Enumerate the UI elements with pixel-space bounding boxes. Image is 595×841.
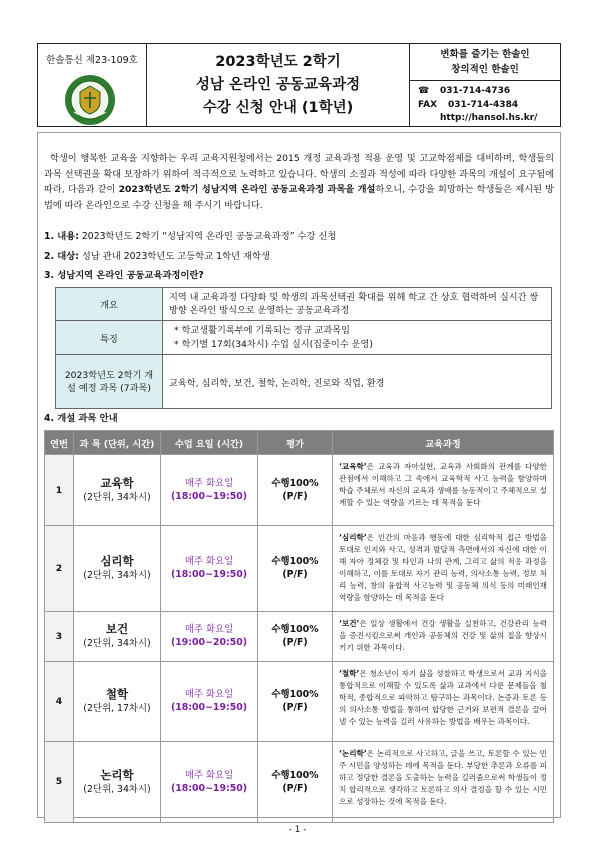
course-description-text: 은 논리적으로 사고하고, 글을 쓰고, 토론할 수 있는 민주 시민을 양성하는 데에 목적을 둔다. 부당한 추론과 오류를 피하고 정당한 결론을 도출하는 능력을 길러줌으로써 학생들이 정치 합리적으로 생각하고 토론하고 의사 결정을 할 수 있는 시민으로 성장하는 것에 목적을 둔다. xyxy=(339,748,547,806)
header-title xyxy=(147,44,410,126)
contact-info xyxy=(410,81,560,126)
overview-table xyxy=(55,287,552,409)
header-left xyxy=(38,44,147,126)
evaluation-grade: (P/F) xyxy=(282,782,308,794)
overview-row xyxy=(56,288,552,321)
section-2-label: 2. 대상: xyxy=(44,251,79,262)
course-description-text: 은 교육과 자아실현, 교육과 사회화의 관계를 다양한 관점에서 이해하고 그 속에서 교육학적 사고 능력을 함양하며 학습 주체로서 자신의 교육과 생애를 능동적이고 주체적으로 설계할 수 있는 역량을 기르는 데 목적을 둔다 xyxy=(339,462,547,508)
column-header: 수업 요일 (시간) xyxy=(161,431,258,455)
course-row xyxy=(45,455,554,526)
section-1-label: 1. 내용: xyxy=(44,231,79,242)
header-right xyxy=(410,44,560,126)
overview-content: 지역 내 교육과정 다양화 및 학생의 과목선택권 확대를 위해 학교 간 상호 협력하여 실시간 쌍방향 온라인 방식으로 운영하는 공동교육과정 xyxy=(163,288,552,321)
course-credit: (2단위, 17차시) xyxy=(83,703,151,715)
course-name: 심리학 xyxy=(100,554,134,569)
school-emblem-icon xyxy=(64,74,116,126)
course-table-header xyxy=(45,431,554,455)
course-row xyxy=(45,741,554,822)
course-subject xyxy=(74,741,161,822)
course-number: 3 xyxy=(45,611,74,661)
course-table xyxy=(44,430,554,823)
evaluation-method: 수행100% xyxy=(271,478,319,489)
course-evaluation xyxy=(258,661,333,741)
school-url[interactable]: http://hansol.hs.kr/ xyxy=(440,113,538,123)
evaluation-grade: (P/F) xyxy=(282,637,308,649)
course-quote: ‘심리학’ xyxy=(339,533,367,542)
evaluation-grade: (P/F) xyxy=(282,702,308,714)
course-schedule xyxy=(161,661,258,741)
course-number: 1 xyxy=(45,455,74,526)
course-description xyxy=(333,741,554,822)
course-name: 논리학 xyxy=(100,767,134,782)
column-header: 교육과정 xyxy=(333,431,554,455)
newsletter-header xyxy=(37,43,561,127)
course-number: 5 xyxy=(45,741,74,822)
course-credit: (2단위, 34차시) xyxy=(83,492,151,503)
course-time: (18:00~19:50) xyxy=(170,491,248,502)
issue-number: 한솔통신 제23-109호 xyxy=(46,55,138,66)
course-schedule xyxy=(161,526,258,612)
feature-item: * 학교생활기록부에 기록되는 정규 교과목임 xyxy=(174,324,351,336)
section-1-text: 2023학년도 2학기 “성남지역 온라인 공동교육과정” 수강 신청 xyxy=(81,231,337,242)
feature-item: * 학기별 17회(34차시) 수업 실시(집중이수 운영) xyxy=(174,338,373,350)
section-2-text: 성남 관내 2023학년도 고등학교 1학년 재학생 xyxy=(81,251,270,262)
slogan-line-1: 변화를 즐기는 한솔인 xyxy=(440,49,530,60)
overview-content xyxy=(163,321,552,355)
section-3-title: 3. 성남지역 온라인 공동교육과정이란? xyxy=(44,270,204,281)
course-time: (18:00~19:50) xyxy=(170,782,248,794)
course-number: 4 xyxy=(45,661,74,741)
page-number: - 1 - xyxy=(288,825,307,835)
evaluation-method: 수행100% xyxy=(271,556,319,568)
intro-paragraph xyxy=(44,151,554,213)
course-time: (18:00~19:50) xyxy=(170,569,248,581)
evaluation-grade: (P/F) xyxy=(282,491,308,502)
course-quote: ‘교육학’ xyxy=(339,462,367,471)
course-quote: ‘논리학’ xyxy=(339,748,367,758)
intro-text-2: 하오니, 수강을 희망하는 학생들은 제시된 방법에 따라 온라인으로 수강 신청을 해 주시기 바랍니다. xyxy=(44,184,555,211)
course-credit: (2단위, 34차시) xyxy=(83,638,151,650)
course-day: 매주 화요일 xyxy=(184,556,234,568)
course-evaluation xyxy=(258,526,333,612)
course-description xyxy=(333,661,554,741)
course-subject xyxy=(74,455,161,526)
overview-label: 2023학년도 2학기 개설 예정 과목 (7과목) xyxy=(56,355,163,409)
course-schedule xyxy=(161,455,258,526)
course-time: (18:00~19:50) xyxy=(170,702,248,714)
course-description xyxy=(333,526,554,612)
course-day: 매주 화요일 xyxy=(184,478,234,489)
course-row xyxy=(45,611,554,661)
course-credit: (2단위, 34차시) xyxy=(83,783,151,795)
course-row xyxy=(45,661,554,741)
course-name: 철학 xyxy=(105,687,129,702)
column-header: 연번 xyxy=(45,431,74,455)
fax-label: FAX xyxy=(418,99,438,110)
course-day: 매주 화요일 xyxy=(184,689,234,701)
slogan-line-2: 창의적인 한솔인 xyxy=(451,64,519,75)
course-description xyxy=(333,611,554,661)
column-header: 평가 xyxy=(258,431,333,455)
title-line-2: 성남 온라인 공동교육과정 xyxy=(195,76,361,93)
overview-row xyxy=(56,321,552,355)
evaluation-grade: (P/F) xyxy=(282,569,308,581)
course-name: 보건 xyxy=(105,622,129,637)
title-line-1: 2023학년도 2학기 xyxy=(215,53,341,70)
course-subject xyxy=(74,526,161,612)
overview-row xyxy=(56,355,552,409)
course-evaluation xyxy=(258,611,333,661)
course-credit: (2단위, 34차시) xyxy=(83,570,151,582)
section-4-title: 4. 개설 과목 안내 xyxy=(44,413,118,424)
course-description xyxy=(333,455,554,526)
course-name: 교육학 xyxy=(100,476,134,490)
overview-label: 특징 xyxy=(56,321,163,355)
course-description-text: 은 일상 생활에서 건강 생활을 실천하고, 건강관리 능력을 증진시킴으로써 개인과 공동체의 건강 및 삶의 질을 향상시키기 위한 과목이다. xyxy=(339,618,547,652)
column-header: 과 목 (단위, 시간) xyxy=(74,431,161,455)
overview-label: 개요 xyxy=(56,288,163,321)
section-2 xyxy=(44,248,270,262)
intro-text-1: 학생이 행복한 교육을 지향하는 우리 교육지원청에서는 2015 개정 교육과정 적용 운영 및 고교학점제를 대비하며, 학생들의 과목 선택권을 확대 보장하기 위하여 적극적으로 노력하고 있습니다. 학생의 소질과 적성에 따라 다양한 과목의 개설이 요구됨에 따라, 다음과 같이 xyxy=(44,153,554,196)
course-schedule xyxy=(161,611,258,661)
course-description-text: 은 인간의 마음과 행동에 대한 심리학적 접근 방법을 토대로 인지와 사고, 성격과 발달적 측면에서의 자신에 대한 이해 자아 정체감 및 타인과 나의 관계, 그리고 삶의 적응 과정을 이해하고, 이를 토대로 자기 관리 능력, 의사소통 능력, 정보 처리 능력, 창의 융합적 사고능력 및 공동체 의식 등의 미래인재 역량을 함양하는 데 목적을 둔다 xyxy=(339,533,547,603)
intro-bold-text: 2023학년도 2학기 성남지역 온라인 공동교육과정 과목을 개설 xyxy=(118,184,376,196)
evaluation-method: 수행100% xyxy=(271,689,319,701)
course-quote: ‘철학’ xyxy=(339,668,360,678)
overview-content: 교육학, 심리학, 보건, 철학, 논리학, 진로와 직업, 환경 xyxy=(163,355,552,409)
fax-number: 031-714-4384 xyxy=(448,99,519,110)
course-description-text: 은 청소년이 자기 삶을 성찰하고 학생으로서 교과 지식을 통합적으로 이해할 수 있도록 삶과 교과에서 다룬 문제들을 철학적, 종합적으로 파악하고 탐구하는 과목이다. 논증과 토론 등의 의사소통 방법을 통하여 합당한 근거와 보편적 결론을 끌어낼 수 있는 능력을 길러 사유하는 방법을 배우는 과목이다. xyxy=(339,668,547,726)
school-slogan xyxy=(410,44,560,81)
course-day: 매주 화요일 xyxy=(184,624,234,636)
course-evaluation xyxy=(258,455,333,526)
course-number: 2 xyxy=(45,526,74,612)
course-subject xyxy=(74,611,161,661)
course-row xyxy=(45,526,554,612)
course-time: (19:00~20:50) xyxy=(170,637,248,649)
section-1 xyxy=(44,228,336,242)
title-line-3: 수강 신청 안내 (1학년) xyxy=(202,99,354,116)
evaluation-method: 수행100% xyxy=(271,769,319,781)
course-evaluation xyxy=(258,741,333,822)
course-schedule xyxy=(161,741,258,822)
telephone-icon: ☎ xyxy=(418,86,430,96)
section-4-heading xyxy=(44,410,118,424)
course-quote: ‘보건’ xyxy=(339,618,360,628)
course-subject xyxy=(74,661,161,741)
evaluation-method: 수행100% xyxy=(271,624,319,636)
course-day: 매주 화요일 xyxy=(184,769,234,781)
section-3-heading xyxy=(44,267,204,281)
telephone-number: 031-714-4736 xyxy=(440,86,511,96)
